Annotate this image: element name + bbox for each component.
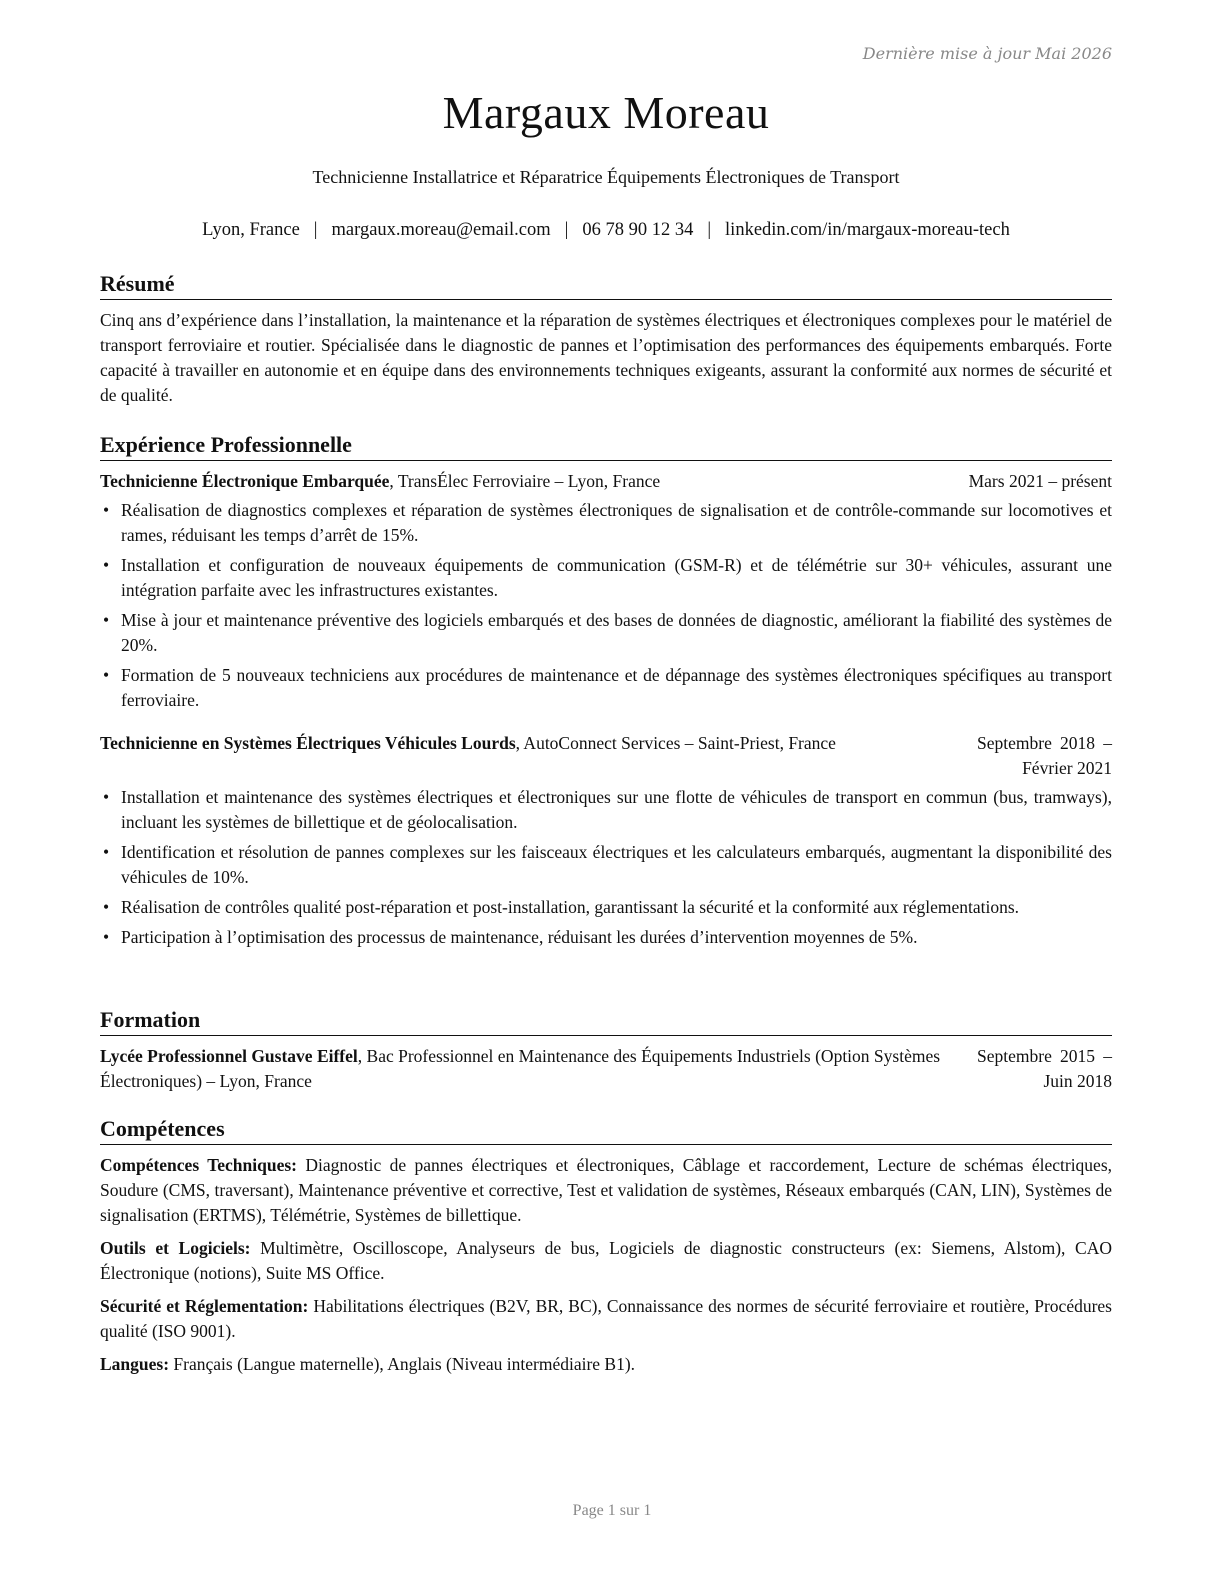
section-title-summary: Résumé — [100, 270, 1112, 300]
list-item: • Installation et maintenance des systèmes électriques et électroniques sur une flotte de véhicules de transport en commun (bus, tramways), incluant les systèmes de billettique et de géolocalisation. — [103, 787, 1112, 832]
section-title-experience: Expérience Professionnelle — [100, 431, 1112, 461]
education-school: Lycée Professionnel Gustave Eiffel — [100, 1046, 358, 1066]
contact-email[interactable]: margaux.moreau@email.com — [331, 220, 551, 240]
skill-group: Outils et Logiciels: Multimètre, Oscilloscope, Analyseurs de bus, Logiciels de diagnostic constructeurs (ex: Siemens, Alstom), CAO Électronique (notions), Suite MS Office. — [100, 1238, 1113, 1283]
job-dates: Mars 2021 – présent — [968, 471, 1112, 491]
list-item: • Réalisation de contrôles qualité post-réparation et post-installation, garantissant la sécurité et la conformité aux réglementations. — [103, 897, 1020, 917]
list-item: • Installation et configuration de nouveaux équipements de communication (GSM-R) et de télémétrie sur 30+ véhicules, assurant une intégration parfaite avec les infrastructures existantes. — [103, 555, 1112, 600]
experience-section — [100, 431, 1112, 955]
contact-separator: | — [707, 220, 712, 240]
job-dates: Septembre 2018 – Février 2021 — [977, 733, 1112, 778]
job-role: Technicienne Électronique Embarquée — [100, 471, 390, 491]
job-bullets — [100, 498, 1112, 713]
job-entry — [100, 469, 1112, 713]
contact-line — [100, 220, 1112, 241]
list-item: • Participation à l’optimisation des processus de maintenance, réduisant les durées d’intervention moyennes de 5%. — [103, 927, 918, 947]
list-item: • Identification et résolution de pannes complexes sur les faisceaux électriques et les calculateurs embarqués, augmentant la disponibilité des véhicules de 10%. — [103, 842, 1112, 887]
job-title: Technicienne Installatrice et Réparatrice Équipements Électroniques de Transport — [312, 167, 900, 187]
summary-text: Cinq ans d’expérience dans l’installation, la maintenance et la réparation de systèmes électriques et électroniques complexes pour le matériel de transport ferroviaire et routier. Spécialisée dans le diagnostic de pannes et l’optimisation des performances des équipements embarqués. Forte capacité à travailler en autonomie et en équipe dans des environnements techniques exigeants, assurant la conformité aux normes de sécurité et de qualité. — [100, 310, 1112, 405]
list-item: • Formation de 5 nouveaux techniciens aux procédures de maintenance et de dépannage des systèmes électroniques spécifiques au transport ferroviaire. — [103, 665, 1112, 710]
candidate-name: Margaux Moreau — [442, 87, 770, 138]
skill-group: Compétences Techniques: Diagnostic de pannes électriques et électroniques, Câblage et raccordement, Lecture de schémas électriques, Soudure (CMS, traversant), Maintenance préventive et corrective, Test et validation de systèmes, Réseaux embarqués (CAN, LIN), Systèmes de signalisation (ERTMS), Télémétrie, Systèmes de billettique. — [100, 1155, 1113, 1225]
contact-separator: | — [564, 220, 569, 240]
last-updated: Dernière mise à jour Mai 2026 — [862, 44, 1112, 63]
summary-section — [100, 270, 1112, 408]
contact-phone: 06 78 90 12 34 — [582, 220, 694, 240]
job-entry — [100, 731, 1112, 950]
job-header — [100, 469, 1112, 494]
skill-group: Sécurité et Réglementation: Habilitations électriques (B2V, BR, BC), Connaissance des normes de sécurité ferroviaire et routière, Procédures qualité (ISO 9001). — [100, 1296, 1112, 1341]
education-degree: , Bac Professionnel en Maintenance des Équipements Industriels (Option Systèmes Électroniques) – Lyon, France — [100, 1046, 941, 1091]
contact-location: Lyon, France — [202, 220, 300, 240]
skill-group: Langues: Français (Langue maternelle), Anglais (Niveau intermédiaire B1). — [100, 1354, 636, 1374]
job-company: , TransÉlec Ferroviaire – Lyon, France — [389, 471, 661, 491]
contact-separator: | — [313, 220, 318, 240]
section-title-education: Formation — [100, 1006, 1112, 1036]
job-role: Technicienne en Systèmes Électriques Véhicules Lourds — [100, 733, 516, 753]
contact-linkedin[interactable]: linkedin.com/in/margaux-moreau-tech — [725, 220, 1010, 240]
list-item: • Mise à jour et maintenance préventive des logiciels embarqués et des bases de données de diagnostic, améliorant la fiabilité des systèmes de 20%. — [103, 610, 1112, 655]
job-company: , AutoConnect Services – Saint-Priest, France — [515, 733, 836, 753]
skills-section — [100, 1115, 1112, 1385]
page-number: Page 1 sur 1 — [572, 1502, 652, 1519]
job-header — [100, 731, 1112, 781]
education-dates: Septembre 2015 – Juin 2018 — [977, 1046, 1112, 1091]
education-entry — [100, 1044, 1112, 1094]
job-bullets — [100, 785, 1112, 950]
list-item: • Réalisation de diagnostics complexes et réparation de systèmes électroniques de signalisation et de contrôle-commande sur locomotives et rames, réduisant les temps d’arrêt de 15%. — [103, 500, 1112, 545]
education-section — [100, 1006, 1112, 1094]
section-title-skills: Compétences — [100, 1115, 1112, 1145]
